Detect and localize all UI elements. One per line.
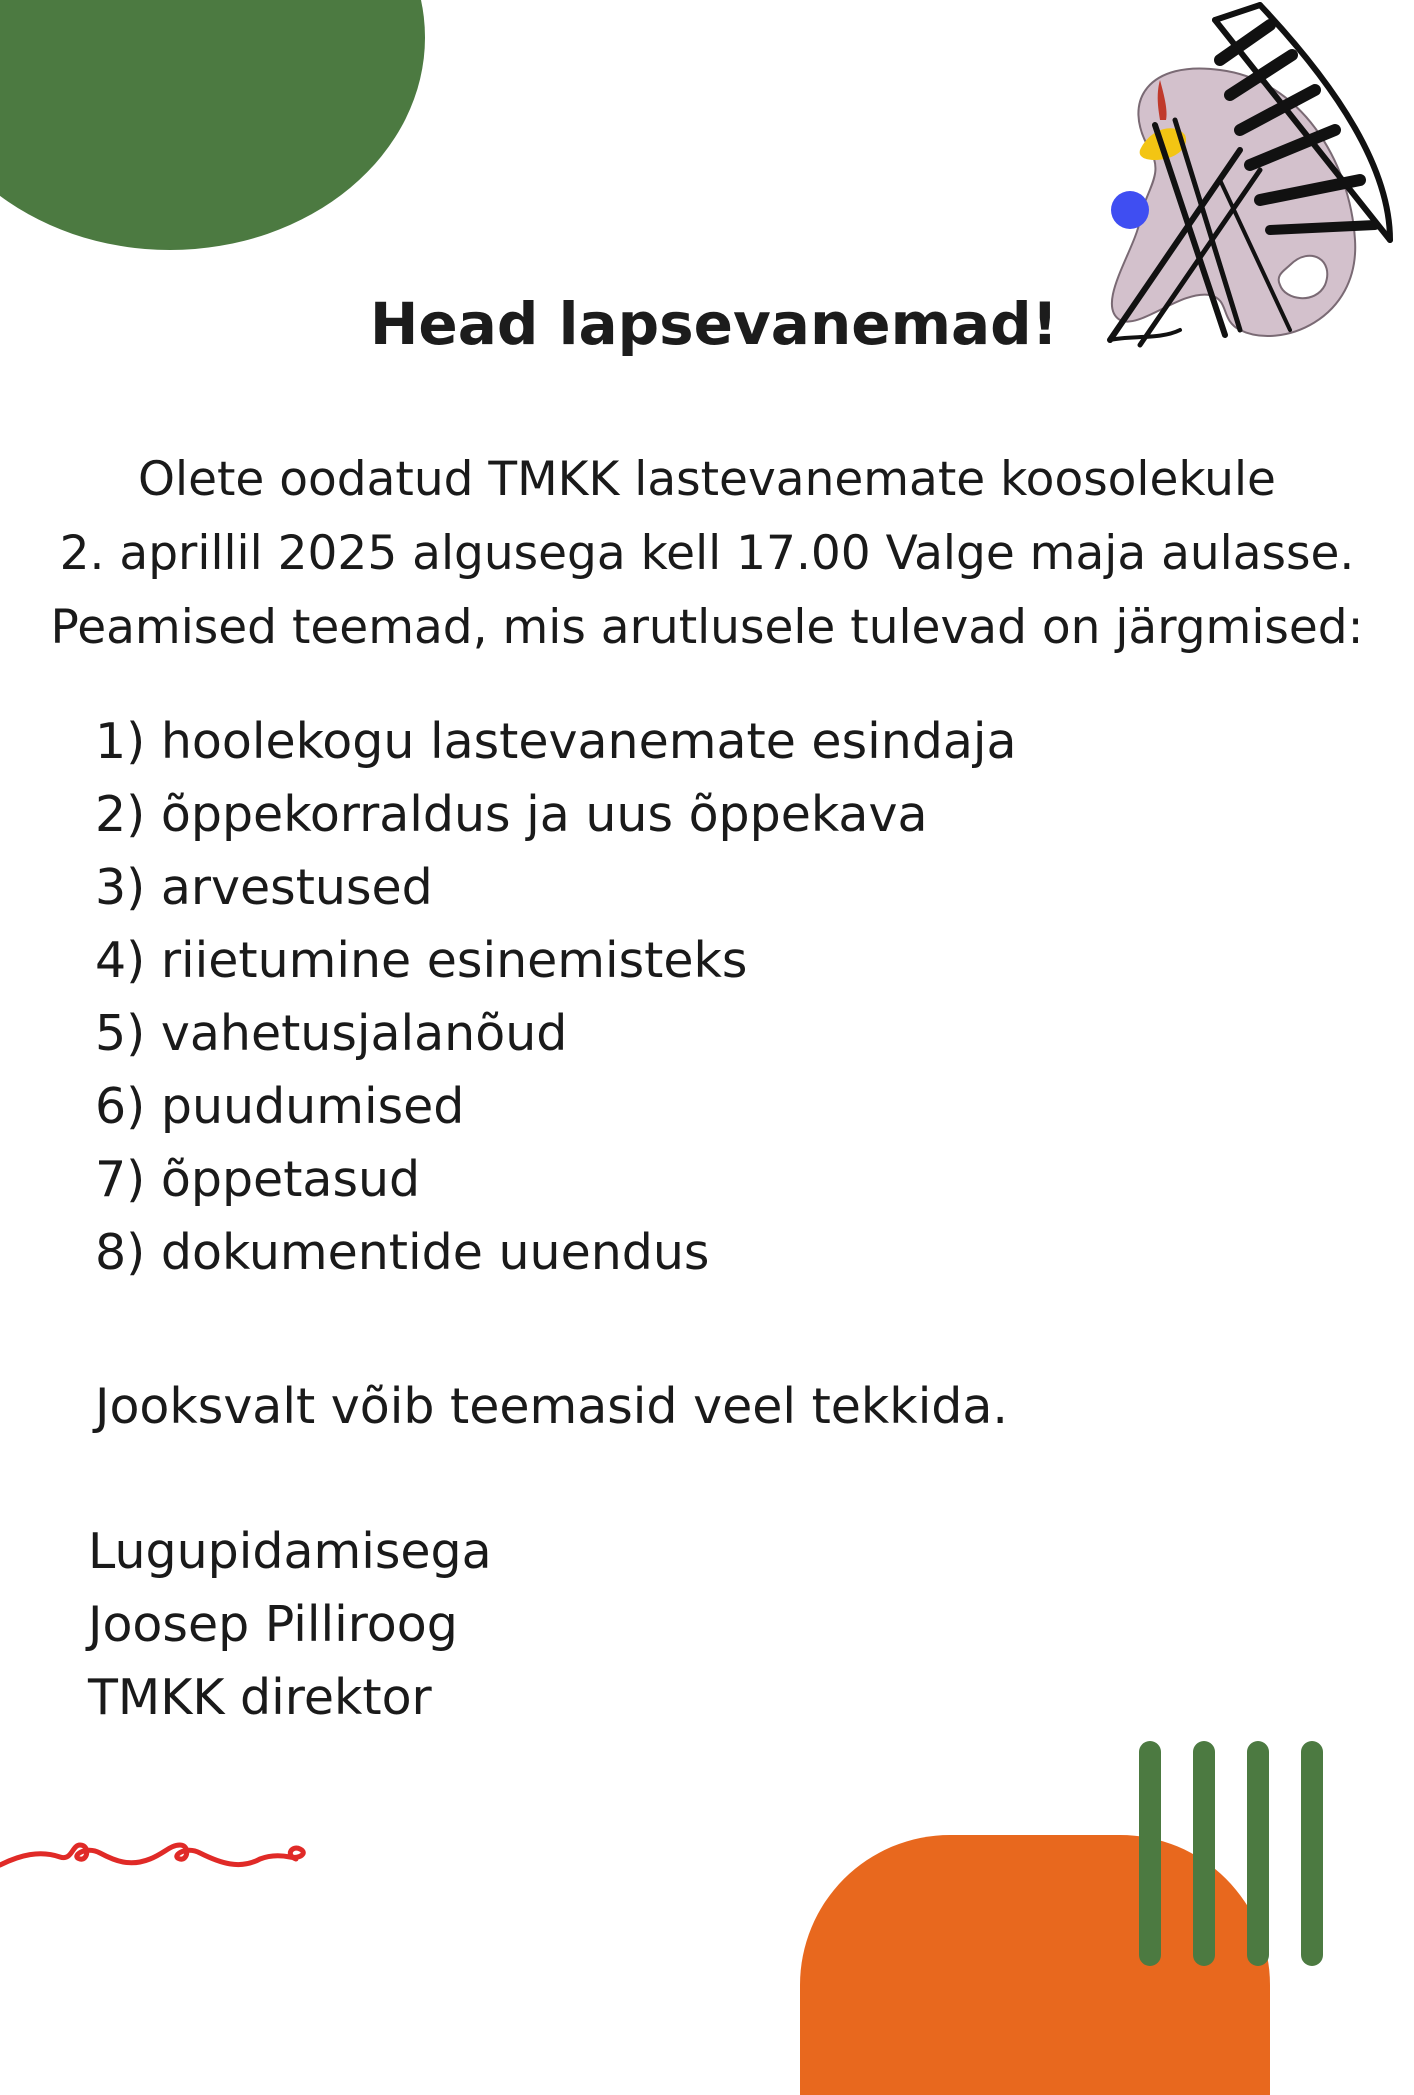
red-squiggle-decoration: [0, 1815, 320, 1885]
signature-closing: Lugupidamisega: [88, 1523, 492, 1580]
intro-line: Olete oodatud TMKK lastevanemate koosolekule: [138, 452, 1276, 507]
topic-item: 7) õppetasud: [95, 1151, 421, 1208]
intro-paragraph: [0, 443, 1414, 665]
closing-note: Jooksvalt võib teemasid veel tekkida.: [95, 1378, 1009, 1435]
signature-role: TMKK direktor: [88, 1669, 432, 1726]
letter-title: Head lapsevanemad!: [369, 290, 1059, 358]
topic-item: 3) arvestused: [95, 859, 433, 916]
topic-item: 5) vahetusjalanõud: [95, 1005, 568, 1062]
green-circle-decoration: [0, 0, 425, 250]
green-bars-decoration: [1130, 1740, 1340, 1970]
topic-item: 6) puudumised: [95, 1078, 465, 1135]
topic-item: 4) riietumine esinemisteks: [95, 932, 748, 989]
intro-line: 2. aprillil 2025 algusega kell 17.00 Valge maja aulasse.: [59, 526, 1355, 581]
signature-block: [88, 1515, 492, 1734]
topics-list: [95, 705, 1017, 1289]
topic-item: 8) dokumentide uuendus: [95, 1224, 710, 1281]
topic-item: 2) õppekorraldus ja uus õppekava: [95, 786, 928, 843]
intro-line: Peamised teemad, mis arutlusele tulevad on järgmised:: [50, 600, 1364, 655]
signature-name: Joosep Pilliroog: [88, 1596, 458, 1653]
topic-item: 1) hoolekogu lastevanemate esindaja: [95, 713, 1017, 770]
